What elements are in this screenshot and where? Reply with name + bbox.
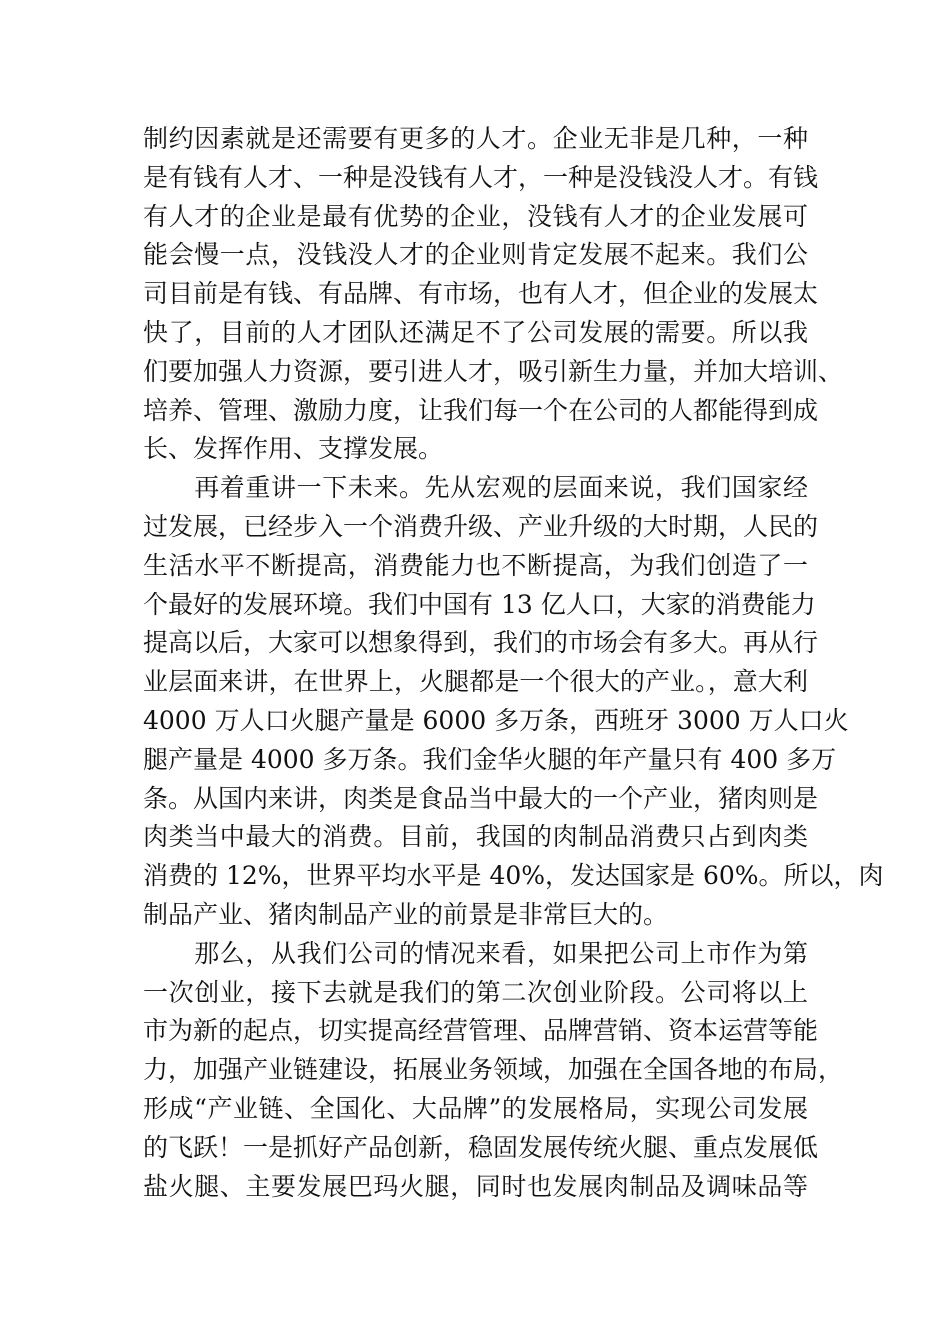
text-line: 那么，从我们公司的情况来看，如果把公司上市作为第 bbox=[143, 938, 808, 968]
text-line: 有人才的企业是最有优势的企业，没钱有人才的企业发展可 bbox=[143, 201, 808, 231]
text-line: 培养、管理、激励力度，让我们每一个在公司的人都能得到成 bbox=[143, 395, 819, 425]
text-line: 提高以后，大家可以想象得到，我们的市场会有多大。再从行 bbox=[143, 628, 819, 658]
text-line: 条。从国内来讲，肉类是食品当中最大的一个产业，猪肉则是 bbox=[143, 783, 819, 813]
document-body bbox=[143, 120, 884, 1206]
text-line: 市为新的起点，切实提高经营管理、品牌营销、资本运营等能 bbox=[143, 1016, 819, 1046]
text-line: 肉类当中最大的消费。目前，我国的肉制品消费只占到肉类 bbox=[143, 822, 808, 852]
text-line: 力，加强产业链建设，拓展业务领域，加强在全国各地的布局， bbox=[143, 1055, 844, 1085]
text-line: 一次创业，接下去就是我们的第二次创业阶段。公司将以上 bbox=[143, 977, 808, 1007]
text-line: 形成“产业链、全国化、大品牌”的发展格局，实现公司发展 bbox=[143, 1093, 808, 1123]
text-line: 盐火腿、主要发展巴玛火腿，同时也发展肉制品及调味品等 bbox=[143, 1171, 808, 1201]
text-line: 生活水平不断提高，消费能力也不断提高，为我们创造了一 bbox=[143, 550, 808, 580]
text-line: 4000 万人口火腿产量是 6000 多万条，西班牙 3000 万人口火 bbox=[143, 705, 849, 735]
text-line: 业层面来讲，在世界上，火腿都是一个很大的产业。，意大利 bbox=[143, 667, 808, 697]
text-line: 再着重讲一下未来。先从宏观的层面来说，我们国家经 bbox=[143, 473, 808, 503]
text-line: 能会慢一点，没钱没人才的企业则肯定发展不起来。我们公 bbox=[143, 240, 808, 270]
text-line: 制品产业、猪肉制品产业的前景是非常巨大的。 bbox=[143, 899, 669, 929]
text-line: 快了，目前的人才团队还满足不了公司发展的需要。所以我 bbox=[143, 317, 808, 347]
text-line: 个最好的发展环境。我们中国有 13 亿人口，大家的消费能力 bbox=[143, 589, 816, 619]
text-line: 的飞跃！一是抓好产品创新，稳固发展传统火腿、重点发展低 bbox=[143, 1132, 819, 1162]
text-line: 司目前是有钱、有品牌、有市场，也有人才，但企业的发展太 bbox=[143, 279, 819, 309]
text-line: 腿产量是 4000 多万条。我们金华火腿的年产量只有 400 多万 bbox=[143, 744, 837, 774]
paragraph-2 bbox=[143, 469, 884, 935]
text-line: 制约因素就是还需要有更多的人才。企业无非是几种，一种 bbox=[143, 124, 808, 153]
text-line: 长、发挥作用、支撑发展。 bbox=[143, 434, 444, 464]
paragraph-3 bbox=[143, 935, 844, 1207]
text-line: 消费的 12%，世界平均水平是 40%，发达国家是 60%。所以，肉 bbox=[143, 861, 884, 891]
paragraph-1 bbox=[143, 120, 844, 469]
text-line: 过发展，已经步入一个消费升级、产业升级的大时期，人民的 bbox=[143, 511, 819, 541]
text-line: 们要加强人力资源，要引进人才，吸引新生力量，并加大培训、 bbox=[143, 356, 844, 386]
text-line: 是有钱有人才、一种是没钱有人才，一种是没钱没人才。有钱 bbox=[143, 162, 819, 192]
